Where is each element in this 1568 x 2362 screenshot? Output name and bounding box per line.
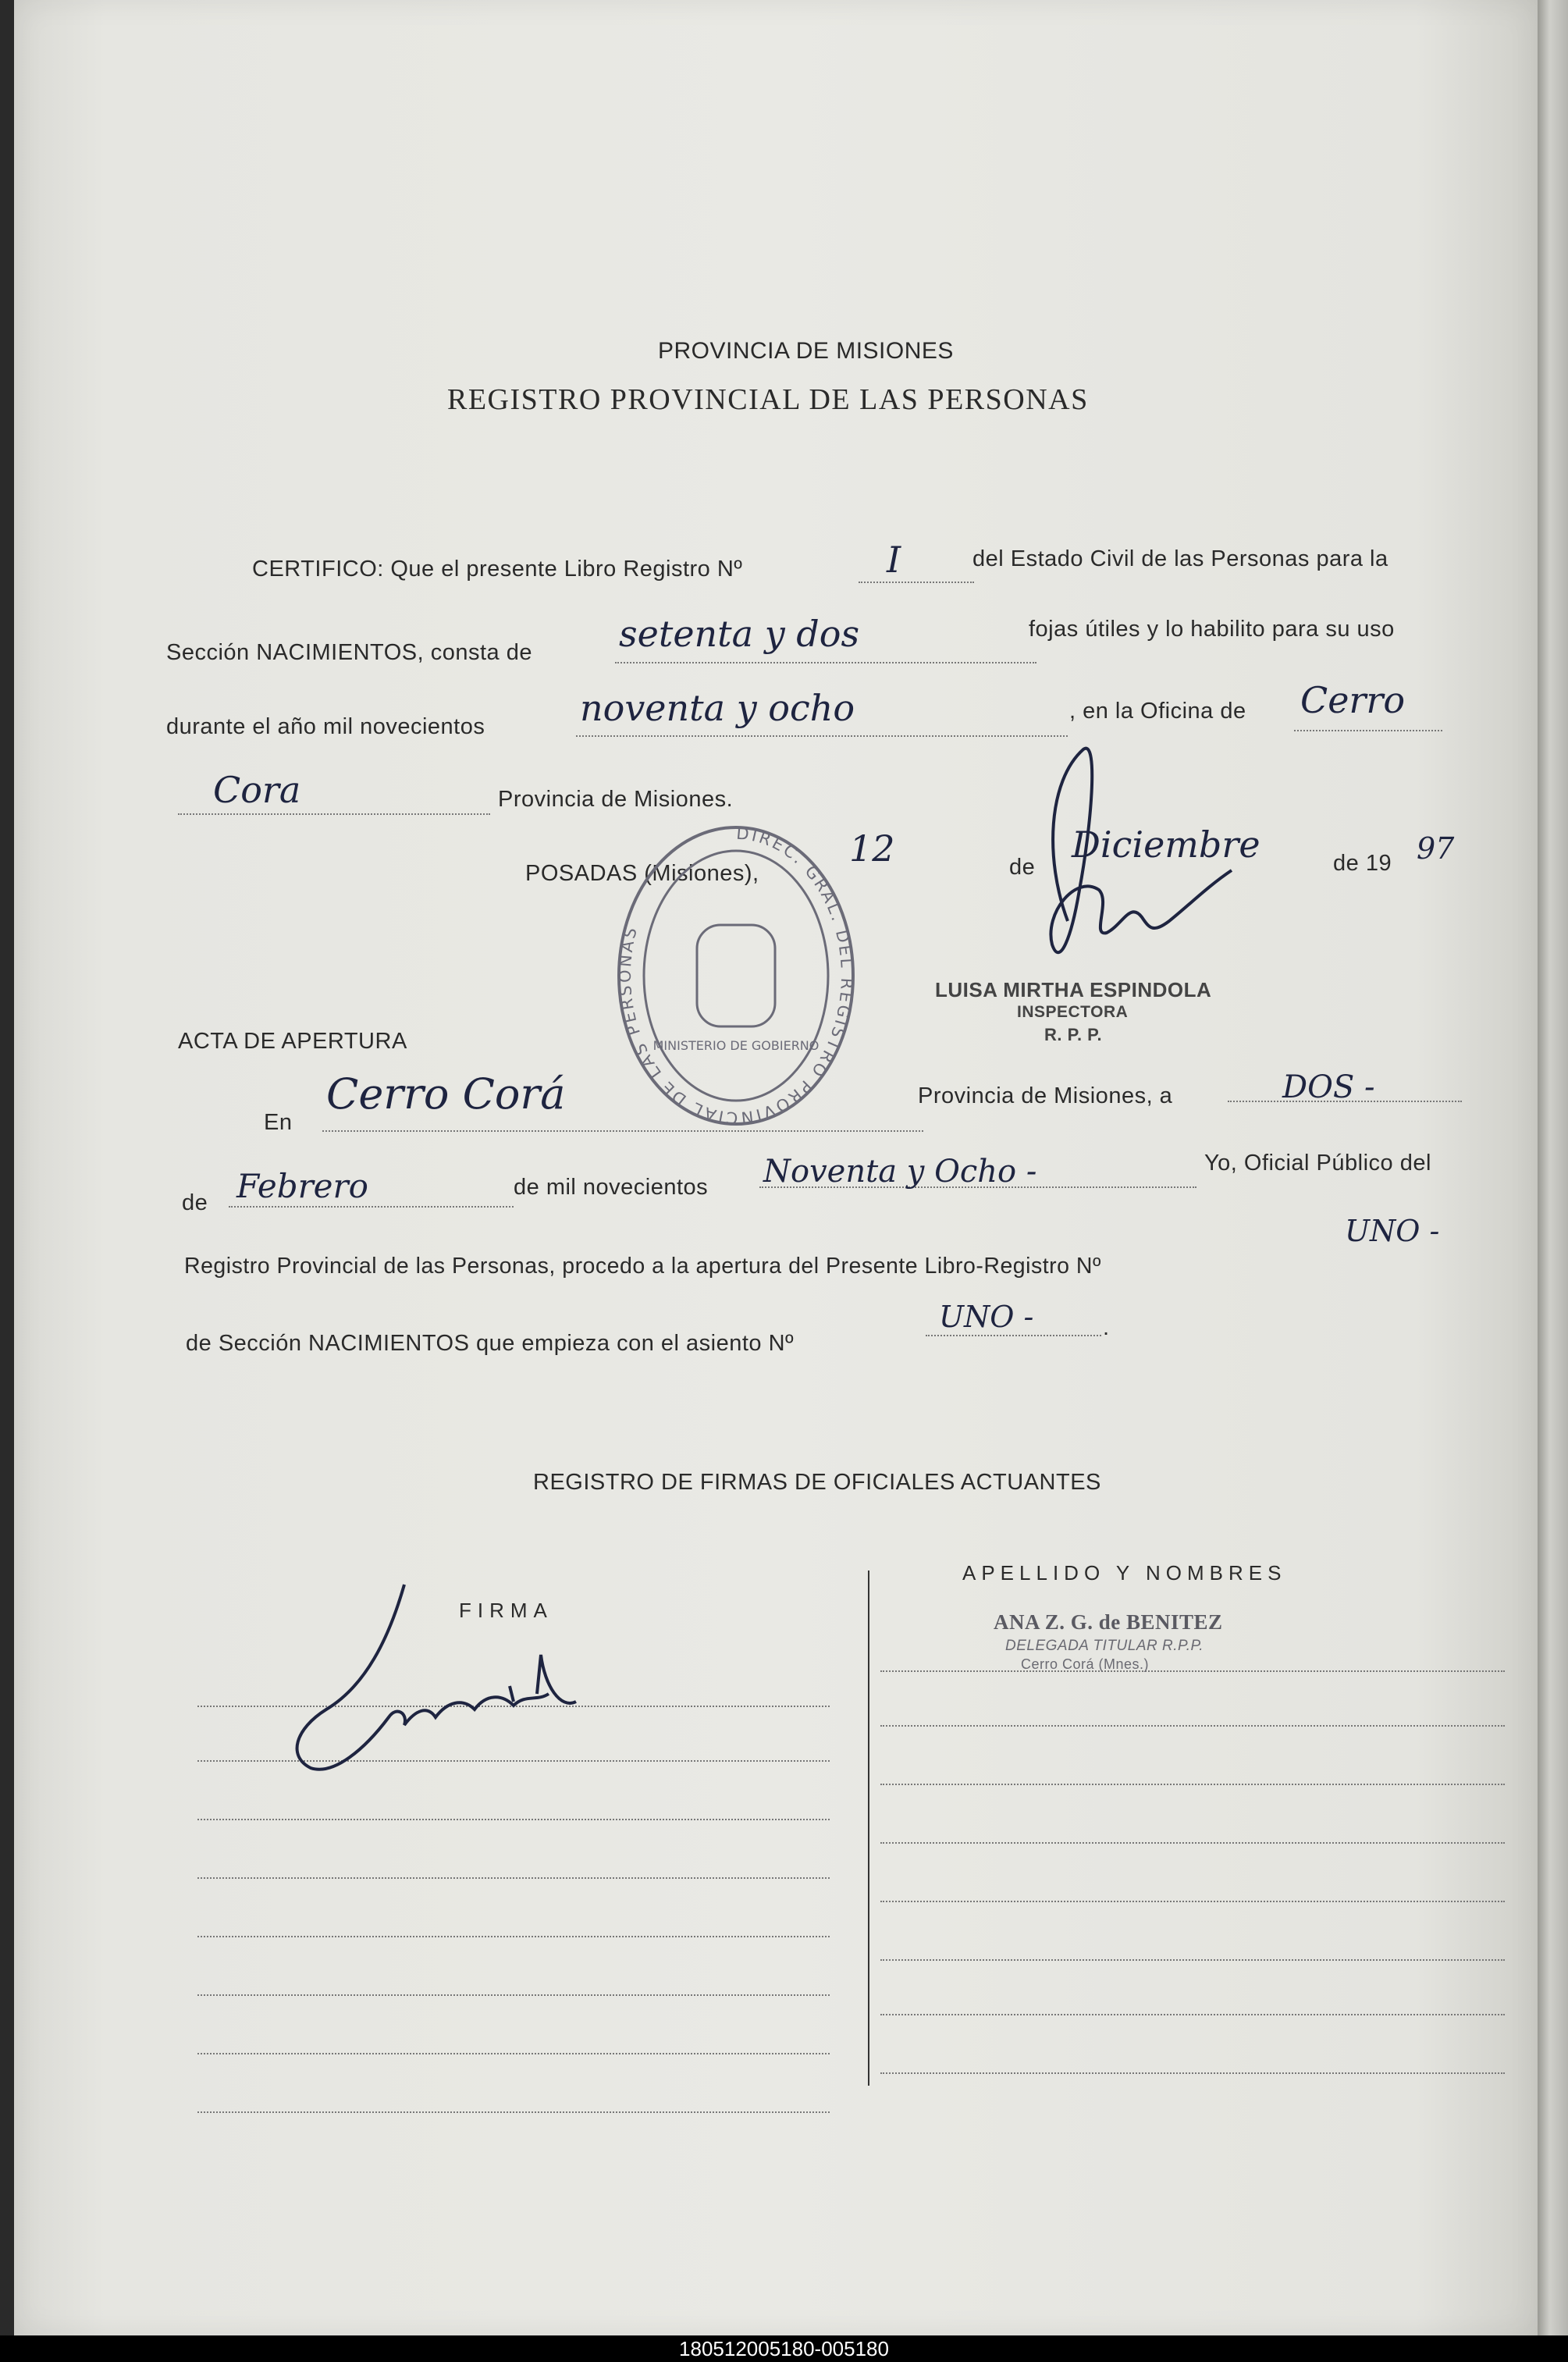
svg-text:DIREC. GRAL. DEL REGISTRO PROV [616,824,856,1128]
image-id-footer: 180512005180-005180 [0,2335,1568,2362]
acta-lugar-line [322,1130,923,1132]
firma-row-6 [197,1994,830,1996]
acta-mil-label: de mil novecientos [514,1175,709,1200]
firma-row-5 [197,1936,830,1937]
nombres-row-5 [880,1901,1505,1902]
acta-libro-handwritten: UNO - [1345,1214,1440,1248]
column-divider [868,1571,869,2086]
de-label-1: de [1009,855,1036,880]
firma-row-4 [197,1877,830,1879]
cert-line3-a: durante el año mil novecientos [166,714,485,739]
document-page [14,0,1538,2335]
stamp-place: Cerro Corá (Mnes.) [1021,1656,1150,1672]
acta-de-label: de [182,1190,208,1215]
acta-en-label: En [264,1110,293,1135]
nombres-row-6 [880,1959,1505,1961]
oficina-handwritten-1: Cerro [1300,679,1406,721]
cert-line1-b: del Estado Civil de las Personas para la [972,546,1388,571]
dia-handwritten: 12 [849,827,895,870]
cert-line1-a: CERTIFICO: Que el presente Libro Registro Nº [252,557,743,582]
fojas-line [615,662,1036,663]
acta-dot: . [1103,1315,1110,1340]
nombres-row-2 [880,1725,1505,1727]
seal-inner-text: MINISTERIO DE GOBIERNO [652,1038,820,1053]
firma-row-7 [197,2053,830,2054]
acta-anio-handwritten: Noventa y Ocho - [763,1154,1037,1190]
nombres-row-1 [880,1670,1505,1672]
de-anio-label: de 19 [1333,851,1392,876]
cert-line3-b: , en la Oficina de [1069,699,1246,724]
acta-dia-handwritten: DOS - [1282,1069,1375,1105]
inspectora-abbr: R. P. P. [1044,1025,1103,1044]
col-nombres-label: APELLIDO Y NOMBRES [962,1561,1287,1585]
acta-prov-label: Provincia de Misiones, a [918,1083,1173,1108]
seal-ring-text: DIREC. GRAL. DEL REGISTRO PROVINCIAL DE LAS PERSONAS [615,823,857,1128]
cert-line2-b: fojas útiles y lo habilito para su uso [1029,617,1395,642]
stamp-title: DELEGADA TITULAR R.P.P. [1005,1638,1204,1654]
posadas-label: POSADAS (Misiones), [525,861,759,886]
mes-handwritten: Diciembre [1072,823,1260,866]
fojas-handwritten: setenta y dos [619,613,860,655]
registry-heading: REGISTRO PROVINCIAL DE LAS PERSONAS [447,383,1089,416]
official-signature [279,1577,623,1788]
nombres-row-7 [880,2014,1505,2015]
libro-num-handwritten: I [887,539,901,581]
acta-yo-label: Yo, Oficial Público del [1204,1151,1431,1176]
nombres-row-8 [880,2072,1505,2074]
firmas-heading: REGISTRO DE FIRMAS DE OFICIALES ACTUANTES [533,1470,1101,1495]
anio-handwritten: noventa y ocho [580,687,855,729]
official-seal [603,816,869,1144]
libro-num-line [859,582,974,583]
book-spine [1538,0,1568,2335]
acta-heading: ACTA DE APERTURA [178,1029,407,1054]
cert-line4-b: Provincia de Misiones. [498,787,734,812]
inspectora-title: INSPECTORA [1017,1003,1129,1021]
stamp-name: ANA Z. G. de BENITEZ [994,1610,1223,1634]
acta-line4: de Sección NACIMIENTOS que empieza con el asiento Nº [186,1331,795,1356]
acta-line3: Registro Provincial de las Personas, procedo a la apertura del Presente Libro-Registro Nº [184,1254,1101,1279]
nombres-row-4 [880,1842,1505,1844]
acta-mes-handwritten: Febrero [236,1167,368,1205]
acta-asiento-handwritten: UNO - [939,1300,1034,1334]
oficina-line [1294,730,1442,731]
firma-row-8 [197,2111,830,2113]
province-heading: PROVINCIA DE MISIONES [658,338,954,364]
inspectora-signature [974,734,1255,991]
oficina-line-2 [178,813,490,815]
oficina-handwritten-2: Cora [213,769,301,811]
acta-mes-line [229,1206,514,1208]
cert-line2-a: Sección NACIMIENTOS, consta de [166,640,532,665]
nombres-row-3 [880,1784,1505,1785]
inspectora-name: LUISA MIRTHA ESPINDOLA [935,978,1212,1001]
firma-row-3 [197,1819,830,1820]
acta-asiento-line [926,1335,1101,1336]
col-firma-label: FIRMA [459,1599,553,1622]
acta-lugar-handwritten: Cerro Corá [326,1069,566,1119]
anio-dig-handwritten: 97 [1417,831,1455,866]
